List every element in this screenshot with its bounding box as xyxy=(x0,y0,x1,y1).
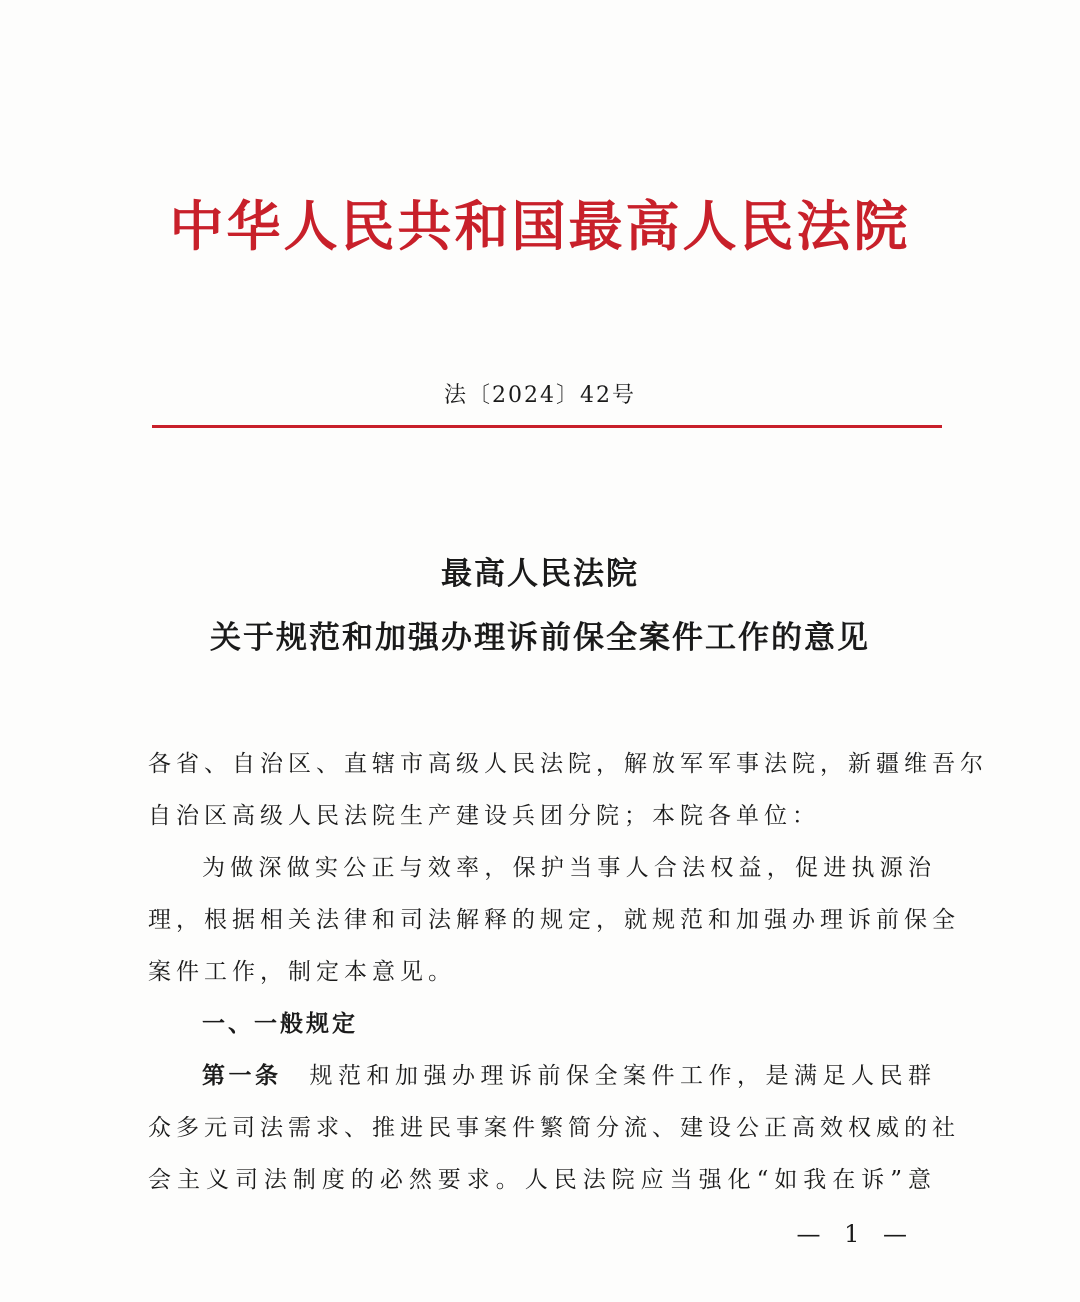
document-body xyxy=(148,738,988,1206)
article-label: 第一条 xyxy=(202,1063,282,1089)
document-number: 法〔2024〕42号 xyxy=(444,383,636,408)
addressee-line-2: 自治区高级人民法院生产建设兵团分院；本院各单位： xyxy=(148,803,820,829)
document-title-line-1: 最高人民法院 xyxy=(441,556,639,592)
article-1-text: 规范和加强办理诉前保全案件工作，是满足人民群 xyxy=(309,1063,936,1089)
preamble-line-3: 案件工作，制定本意见。 xyxy=(148,959,456,985)
red-divider-line xyxy=(152,425,942,428)
article-1-line-2: 众多元司法需求、推进民事案件繁简分流、建设公正高效权威的社 xyxy=(148,1115,960,1141)
preamble-line-2: 理，根据相关法律和司法解释的规定，就规范和加强办理诉前保全 xyxy=(148,907,960,933)
preamble-line-1: 为做深做实公正与效率，保护当事人合法权益，促进执源治 xyxy=(202,855,936,881)
page-number: — 1 — xyxy=(796,1220,915,1248)
issuer-header: 中华人民共和国最高人民法院 xyxy=(169,194,911,258)
addressee-line-1: 各省、自治区、直辖市高级人民法院，解放军军事法院，新疆维吾尔 xyxy=(148,751,988,777)
article-1-line-1 xyxy=(148,1050,936,1102)
document-title-line-2: 关于规范和加强办理诉前保全案件工作的意见 xyxy=(210,620,870,656)
section-heading-general: 一、一般规定 xyxy=(202,1011,358,1037)
article-1-line-3: 会主义司法制度的必然要求。人民法院应当强化“如我在诉”意 xyxy=(148,1167,936,1193)
